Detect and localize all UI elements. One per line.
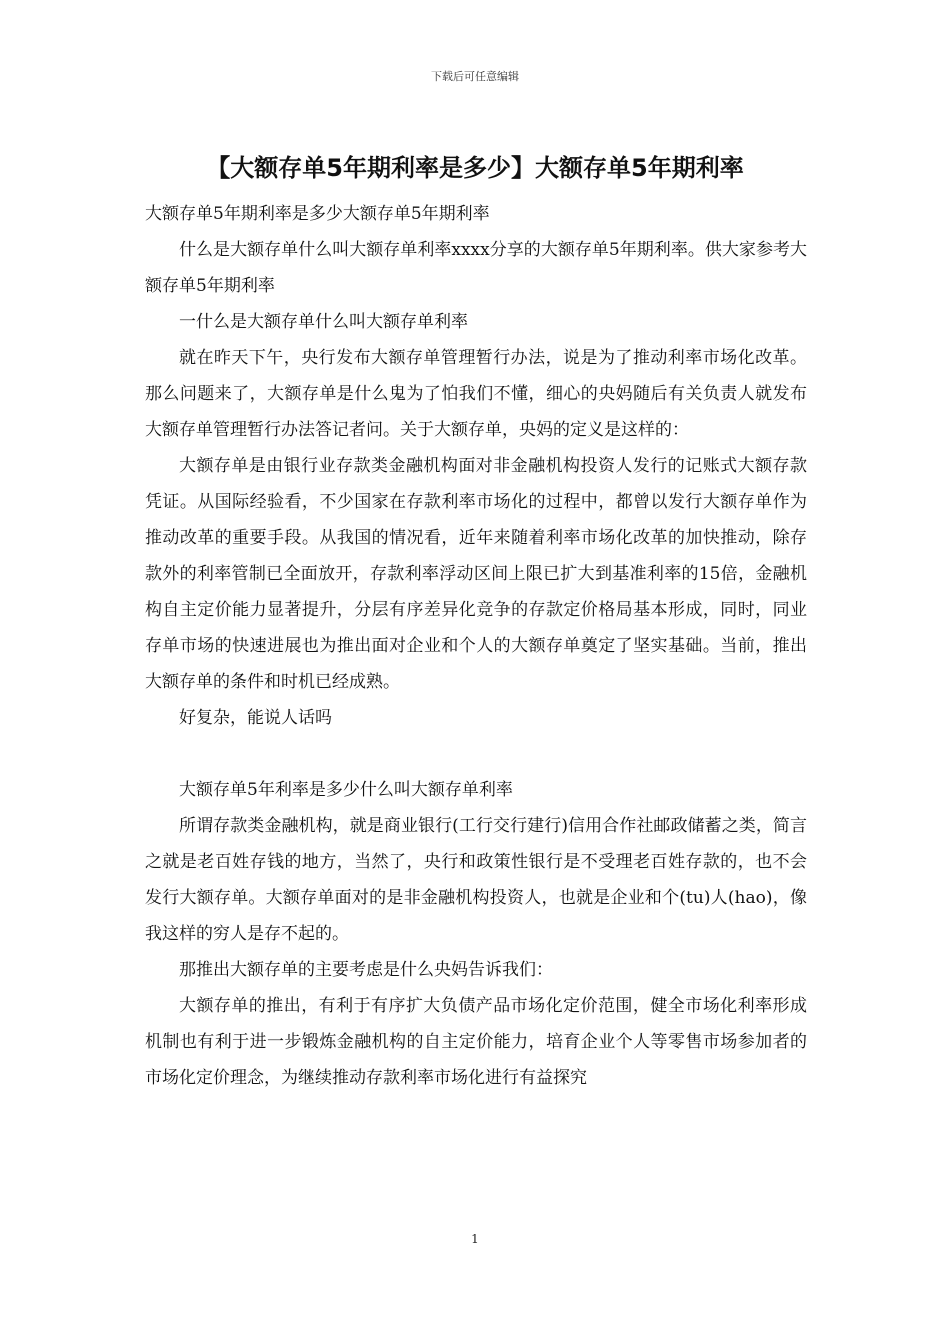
- section-heading: 大额存单5年利率是多少什么叫大额存单利率: [179, 780, 513, 800]
- body-paragraph: 大额存单是由银行业存款类金融机构面对非金融机构投资人发行的记账式大额存款凭证。从国际经验看，不少国家在存款利率市场化的过程中，都曾以发行大额存单作为推动改革的重要手段。从我国的情况看，近年来随着利率市场化改革的加快推动，除存款外的利率管制已全面放开，存款利率浮动区间上限已扩大到基准利率的15倍，金融机构自主定价能力显著提升，分层有序差异化竞争的存款定价格局基本形成，同时，同业存单市场的快速进展也为推出面对企业和个人的大额存单奠定了坚实基础。当前，推出大额存单的条件和时机已经成熟。: [145, 456, 807, 692]
- section-heading: 一什么是大额存单什么叫大额存单利率: [179, 312, 468, 332]
- page-number: 1: [471, 1232, 479, 1246]
- header-note: 下载后可任意编辑: [431, 70, 519, 83]
- body-paragraph: 就在昨天下午，央行发布大额存单管理暂行办法，说是为了推动利率市场化改革。那么问题来了，大额存单是什么鬼为了怕我们不懂，细心的央妈随后有关负责人就发布大额存单管理暂行办法答记者问。关于大额存单，央妈的定义是这样的：: [145, 348, 807, 440]
- body-paragraph: 什么是大额存单什么叫大额存单利率xxxx分享的大额存单5年期利率。供大家参考大额存单5年期利率: [145, 240, 807, 296]
- body-paragraph: 大额存单的推出，有利于有序扩大负债产品市场化定价范围，健全市场化利率形成机制也有利于进一步锻炼金融机构的自主定价能力，培育企业个人等零售市场参加者的市场化定价理念，为继续推动存款利率市场化进行有益探究: [145, 996, 807, 1088]
- document-body: [145, 196, 807, 1096]
- document-title: 【大额存单5年期利率是多少】大额存单5年期利率: [206, 154, 744, 182]
- subtitle-paragraph: 大额存单5年期利率是多少大额存单5年期利率: [145, 204, 490, 224]
- body-paragraph: 那推出大额存单的主要考虑是什么央妈告诉我们：: [179, 960, 553, 980]
- body-paragraph: 所谓存款类金融机构，就是商业银行(工行交行建行)信用合作社邮政储蓄之类，简言之就是老百姓存钱的地方，当然了，央行和政策性银行是不受理老百姓存款的，也不会发行大额存单。大额存单面对的是非金融机构投资人，也就是企业和个(tu)人(hao)，像我这样的穷人是存不起的。: [145, 816, 807, 944]
- body-paragraph: 好复杂，能说人话吗: [179, 708, 332, 728]
- blank-line: [145, 736, 807, 772]
